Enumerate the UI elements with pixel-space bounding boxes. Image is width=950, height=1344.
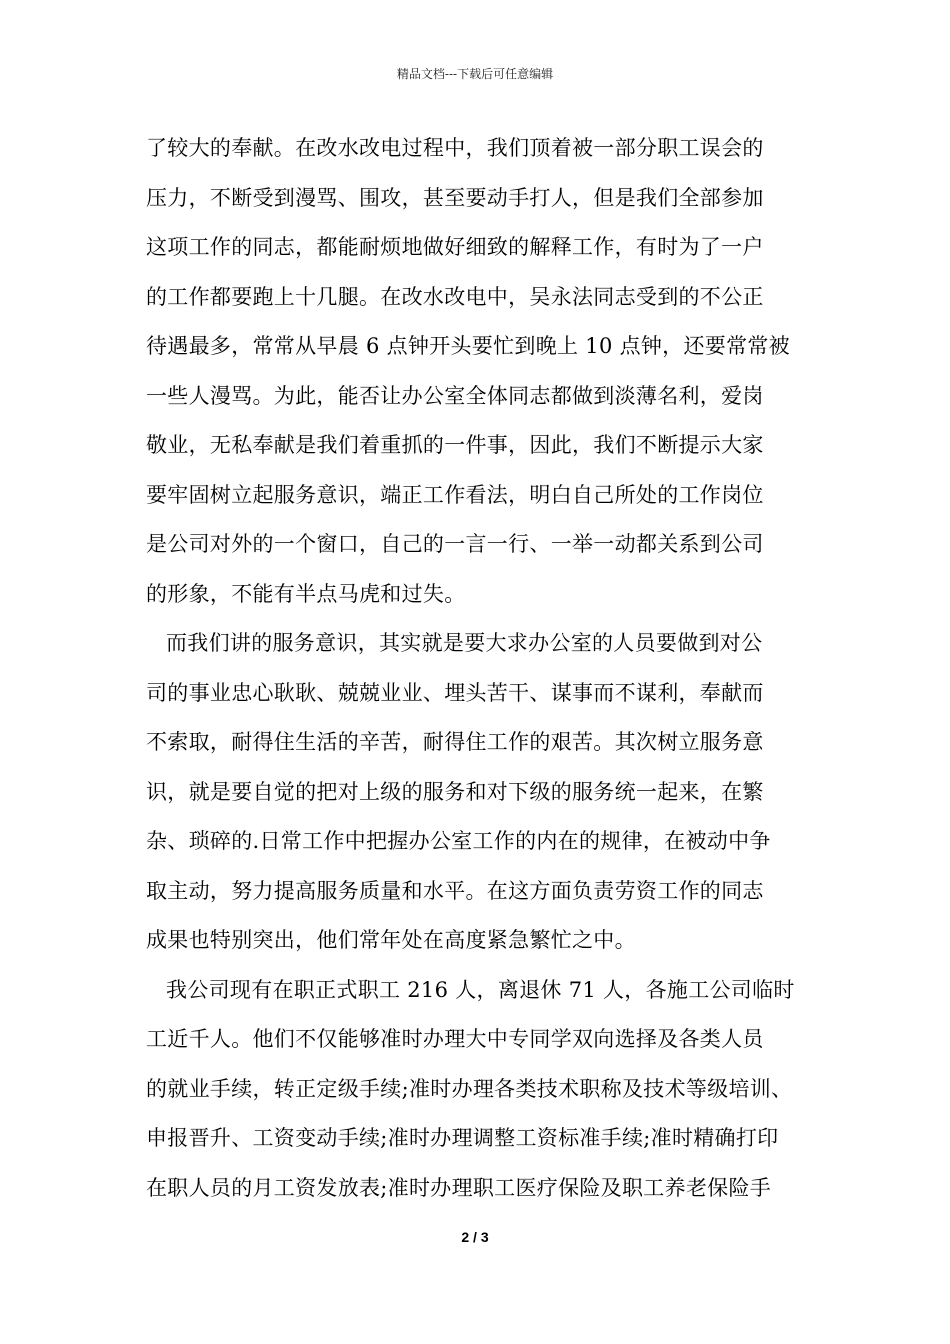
body-line: 杂、琐碎的.日常工作中把握办公室工作的内在的规律，在被动中争 xyxy=(146,829,771,853)
body-line: 的形象，不能有半点马虎和过失。 xyxy=(146,581,466,606)
body-line: 取主动，努力提高服务质量和水平。在这方面负责劳资工作的同志 xyxy=(146,878,764,903)
page-total: 3 xyxy=(480,1229,489,1245)
body-line: 了较大的奉献。在改水改电过程中，我们顶着被一部分职工误会的 xyxy=(146,136,764,160)
body-line: 的工作都要跑上十几腿。在改水改电中，吴永法同志受到的不公正 xyxy=(146,284,764,309)
page-separator: / xyxy=(473,1229,477,1245)
body-line: 申报晋升、工资变动手续;准时办理调整工资标准手续;准时精确打印 xyxy=(146,1126,779,1150)
body-line: 待遇最多，常常从早晨 6 点钟开头要忙到晚上 10 点钟，还要常常被 xyxy=(146,334,790,358)
body-line: 这项工作的同志，都能耐烦地做好细致的解释工作，有时为了一户 xyxy=(146,235,764,259)
body-line: 识，就是要自觉的把对上级的服务和对下级的服务统一起来，在繁 xyxy=(146,779,764,804)
page-header: 精品文档---下载后可任意编辑 xyxy=(396,67,554,81)
body-line: 是公司对外的一个窗口，自己的一言一行、一举一动都关系到公司 xyxy=(146,532,764,556)
body-line: 要牢固树立起服务意识，端正工作看法，明白自己所处的工作岗位 xyxy=(146,482,764,507)
body-line: 工近千人。他们不仅能够准时办理大中专同学双向选择及各类人员 xyxy=(146,1027,764,1051)
body-line: 的就业手续，转正定级手续;准时办理各类技术职称及技术等级培训、 xyxy=(146,1076,793,1101)
paragraph-start-line: 而我们讲的服务意识，其实就是要大求办公室的人员要做到对公 xyxy=(166,631,763,655)
body-line: 司的事业忠心耿耿、兢兢业业、埋头苦干、谋事而不谋利，奉献而 xyxy=(146,680,764,705)
body-line: 敬业，无私奉献是我们着重抓的一件事，因此，我们不断提示大家 xyxy=(146,433,764,457)
page-current: 2 xyxy=(461,1229,470,1245)
body-line: 不索取，耐得住生活的辛苦，耐得住工作的艰苦。其次树立服务意 xyxy=(146,730,764,754)
body-line: 一些人漫骂。为此，能否让办公室全体同志都做到淡薄名利，爱岗 xyxy=(146,383,764,408)
page-number xyxy=(0,1228,950,1246)
body-line: 成果也特别突出，他们常年处在高度紧急繁忙之中。 xyxy=(146,928,636,952)
body-line: 压力，不断受到漫骂、围攻，甚至要动手打人，但是我们全部参加 xyxy=(146,185,764,210)
paragraph-start-line: 我公司现有在职正式职工 216 人，离退休 71 人，各施工公司临时 xyxy=(166,977,795,1002)
document-body xyxy=(146,130,810,1219)
body-line: 在职人员的月工资发放表;准时办理职工医疗保险及职工养老保险手 xyxy=(146,1175,772,1200)
